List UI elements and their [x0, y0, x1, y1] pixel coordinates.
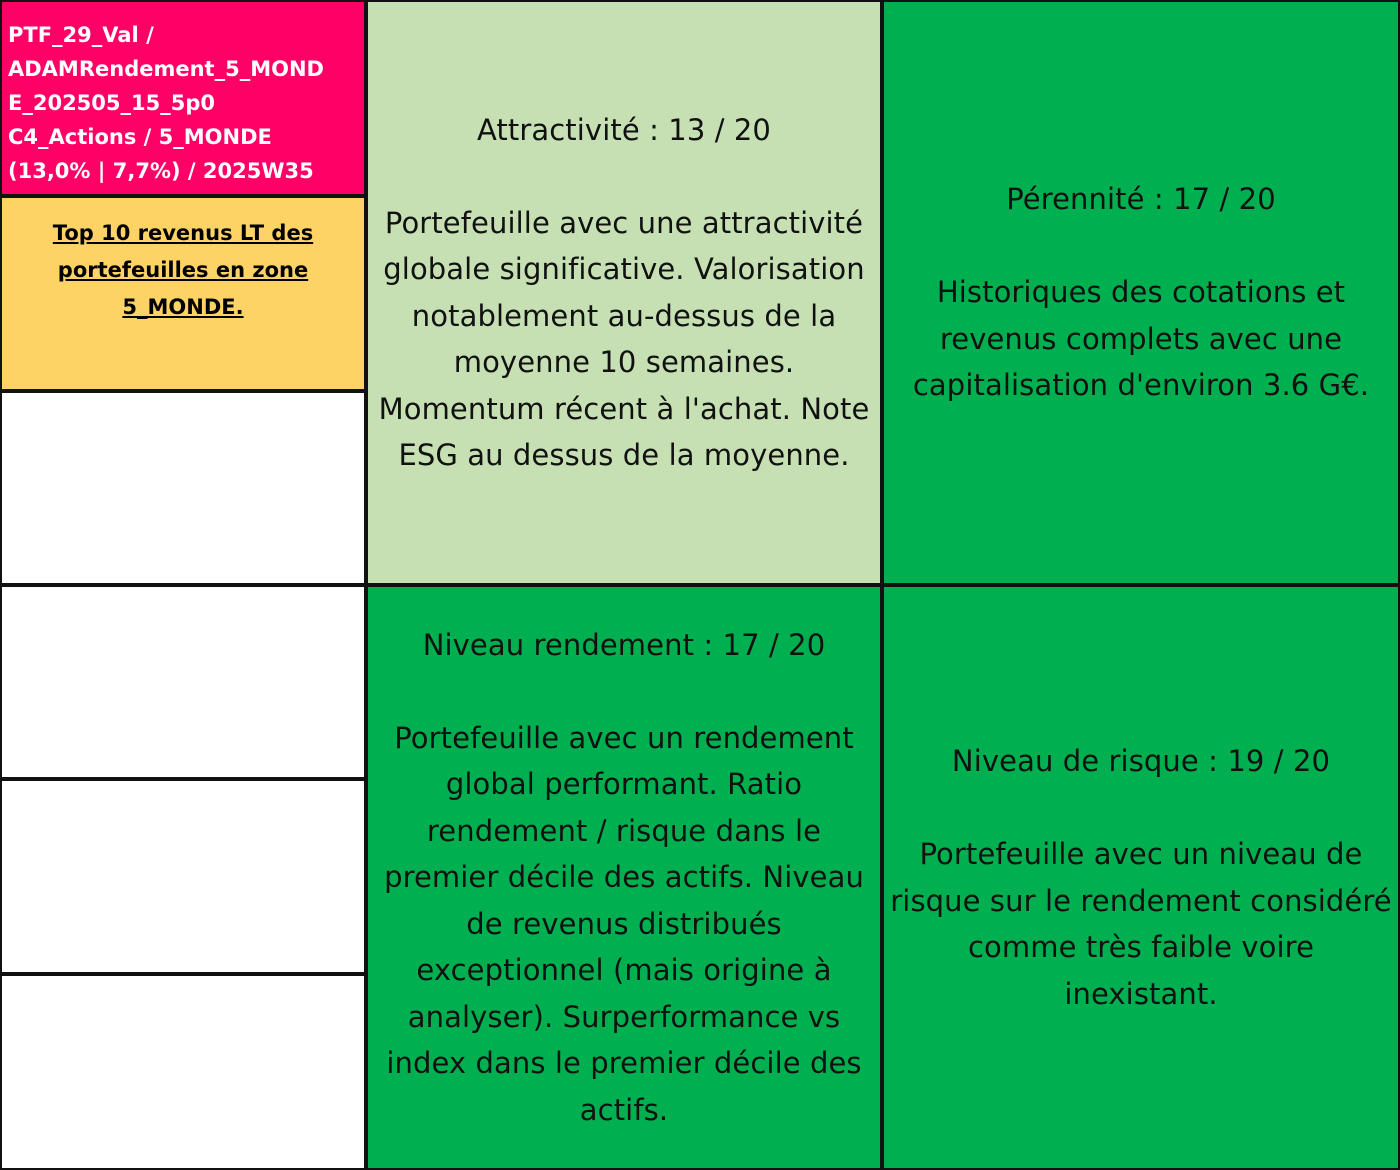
perennite-description: Historiques des cotations et revenus complets avec une capitalisation d'environ 3.6 G€.: [912, 275, 1370, 403]
top10-title-text: Top 10 revenus LT des portefeuilles en zone 5_MONDE.: [52, 221, 314, 319]
empty-cell: [0, 585, 366, 779]
perennite-panel: [882, 0, 1400, 585]
top10-title-box: [0, 196, 366, 391]
empty-cell: [0, 391, 366, 585]
risque-panel: [882, 585, 1400, 1170]
empty-cell: [0, 779, 366, 974]
risque-title: Niveau de risque : 19 / 20: [951, 744, 1331, 778]
portfolio-header-line: C4_Actions / 5_MONDE: [8, 125, 272, 149]
portfolio-header: [0, 0, 366, 196]
attractivite-title: Attractivité : 13 / 20: [477, 112, 771, 147]
risque-description: Portefeuille avec un niveau de risque sur le rendement considéré comme très faible voire inexistant.: [890, 837, 1392, 1011]
perennite-title: Pérennité : 17 / 20: [1006, 182, 1276, 217]
attractivite-panel: [366, 0, 882, 585]
portfolio-header-line: E_202505_15_5p0: [8, 91, 215, 115]
portfolio-header-line: ADAMRendement_5_MOND: [8, 57, 324, 81]
rendement-panel: [366, 585, 882, 1170]
attractivite-description: Portefeuille avec une attractivité globale significative. Valorisation notablement au-dessus de la moyenne 10 semaines. Momentum récent à l'achat. Note ESG au dessus de la moyenne.: [378, 205, 870, 472]
empty-cell: [0, 974, 366, 1170]
rendement-title: Niveau rendement : 17 / 20: [422, 627, 826, 662]
portfolio-header-line: PTF_29_Val /: [8, 23, 154, 47]
rendement-description: Portefeuille avec un rendement global performant. Ratio rendement / risque dans le premier décile des actifs. Niveau de revenus distribués exceptionnel (mais origine à analyser). Surperformance vs index dans le premier décile des actifs.: [384, 720, 864, 1127]
portfolio-header-line: (13,0% | 7,7%) / 2025W35: [8, 159, 314, 183]
